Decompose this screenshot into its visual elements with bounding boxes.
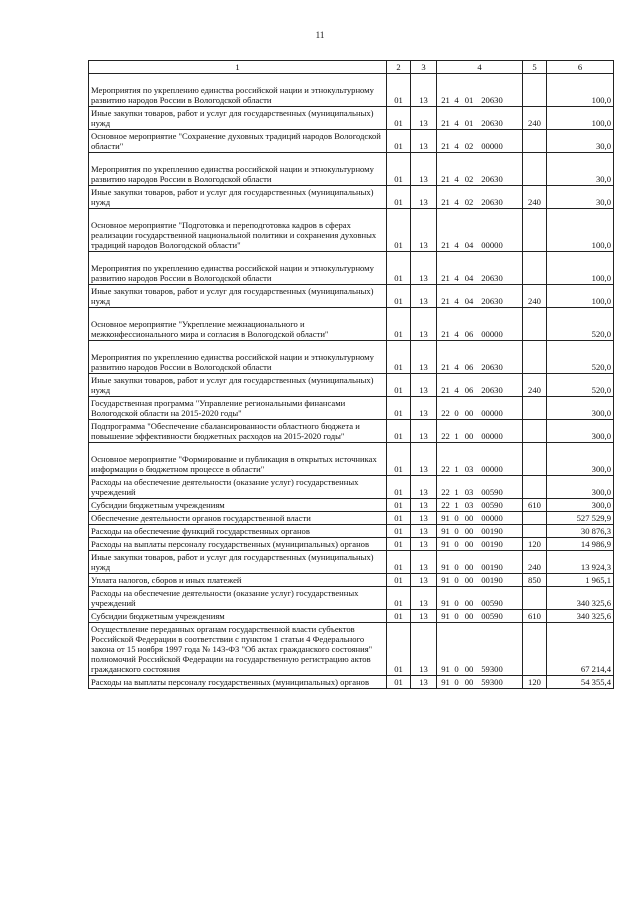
code-direction: 00000	[481, 513, 503, 523]
row-subsection: 13	[411, 285, 437, 308]
row-amount: 300,0	[547, 420, 614, 443]
code-activity: 00	[464, 611, 474, 621]
row-name: Расходы на обеспечение функций государственных органов	[89, 525, 387, 538]
code-subprogram: 4	[454, 197, 459, 207]
code-program: 91	[441, 575, 450, 585]
code-program: 22	[441, 431, 450, 441]
row-target-code	[437, 285, 523, 308]
row-amount: 30,0	[547, 186, 614, 209]
row-amount: 340 325,6	[547, 610, 614, 623]
row-name: Уплата налогов, сборов и иных платежей	[89, 574, 387, 587]
row-section: 01	[387, 574, 411, 587]
code-activity: 03	[464, 487, 474, 497]
code-subprogram: 0	[454, 408, 459, 418]
code-activity: 01	[464, 95, 474, 105]
code-direction: 00190	[481, 562, 503, 572]
table-row	[89, 374, 614, 397]
code-activity: 00	[464, 677, 474, 687]
row-section: 01	[387, 209, 411, 252]
code-program: 91	[441, 611, 450, 621]
row-expense-type	[523, 512, 547, 525]
row-subsection: 13	[411, 341, 437, 374]
page-number: 11	[315, 30, 325, 40]
code-activity: 06	[464, 362, 474, 372]
code-subprogram: 0	[454, 513, 459, 523]
code-activity: 00	[464, 431, 474, 441]
budget-table	[88, 60, 614, 689]
code-direction: 20630	[481, 385, 503, 395]
row-section: 01	[387, 525, 411, 538]
code-direction: 00000	[481, 329, 503, 339]
row-expense-type: 850	[523, 574, 547, 587]
row-target-code	[437, 610, 523, 623]
row-subsection: 13	[411, 476, 437, 499]
row-target-code	[437, 209, 523, 252]
header-col-1: 1	[89, 61, 387, 74]
table-row	[89, 420, 614, 443]
code-program: 21	[441, 197, 450, 207]
code-direction: 00590	[481, 500, 503, 510]
row-target-code	[437, 420, 523, 443]
code-subprogram: 4	[454, 118, 459, 128]
table-row	[89, 443, 614, 476]
row-expense-type	[523, 130, 547, 153]
code-program: 21	[441, 174, 450, 184]
row-target-code	[437, 74, 523, 107]
row-amount: 520,0	[547, 308, 614, 341]
code-program: 91	[441, 664, 450, 674]
row-target-code	[437, 587, 523, 610]
row-name: Основное мероприятие "Подготовка и переподготовка кадров в сферах реализации государственной национальной политики и сохранения духовных традиций народов Вологодской области"	[89, 209, 387, 252]
row-subsection: 13	[411, 397, 437, 420]
row-section: 01	[387, 130, 411, 153]
row-name: Иные закупки товаров, работ и услуг для государственных (муниципальных) нужд	[89, 551, 387, 574]
row-amount: 30 876,3	[547, 525, 614, 538]
row-section: 01	[387, 512, 411, 525]
table-row	[89, 107, 614, 130]
row-amount: 14 986,9	[547, 538, 614, 551]
code-direction: 00000	[481, 408, 503, 418]
row-section: 01	[387, 107, 411, 130]
row-expense-type	[523, 397, 547, 420]
row-expense-type	[523, 476, 547, 499]
row-amount: 13 924,3	[547, 551, 614, 574]
row-section: 01	[387, 587, 411, 610]
row-subsection: 13	[411, 209, 437, 252]
row-amount: 100,0	[547, 209, 614, 252]
row-section: 01	[387, 153, 411, 186]
row-target-code	[437, 512, 523, 525]
header-col-4: 4	[437, 61, 523, 74]
row-subsection: 13	[411, 130, 437, 153]
table-row	[89, 551, 614, 574]
code-direction: 20630	[481, 296, 503, 306]
row-target-code	[437, 186, 523, 209]
row-amount: 300,0	[547, 397, 614, 420]
code-program: 21	[441, 329, 450, 339]
code-program: 91	[441, 598, 450, 608]
table-row	[89, 285, 614, 308]
row-target-code	[437, 130, 523, 153]
code-subprogram: 4	[454, 385, 459, 395]
row-name: Иные закупки товаров, работ и услуг для государственных (муниципальных) нужд	[89, 285, 387, 308]
table-body	[89, 74, 614, 689]
table-row	[89, 525, 614, 538]
code-subprogram: 4	[454, 329, 459, 339]
row-expense-type: 610	[523, 499, 547, 512]
code-program: 21	[441, 95, 450, 105]
row-amount: 527 529,9	[547, 512, 614, 525]
code-subprogram: 4	[454, 273, 459, 283]
table-row	[89, 587, 614, 610]
row-expense-type	[523, 623, 547, 676]
table-row	[89, 341, 614, 374]
code-subprogram: 0	[454, 562, 459, 572]
code-subprogram: 0	[454, 526, 459, 536]
code-activity: 03	[464, 500, 474, 510]
row-name: Подпрограмма "Обеспечение сбалансированности областного бюджета и повышение эффективности бюджетных расходов на 2015-2020 годы"	[89, 420, 387, 443]
code-program: 91	[441, 539, 450, 549]
code-activity: 04	[464, 273, 474, 283]
table-row	[89, 538, 614, 551]
table-row	[89, 252, 614, 285]
row-section: 01	[387, 623, 411, 676]
row-amount: 520,0	[547, 341, 614, 374]
row-section: 01	[387, 538, 411, 551]
table-row	[89, 676, 614, 689]
code-activity: 00	[464, 575, 474, 585]
code-activity: 04	[464, 296, 474, 306]
code-subprogram: 4	[454, 362, 459, 372]
code-program: 91	[441, 562, 450, 572]
code-program: 21	[441, 240, 450, 250]
header-col-5: 5	[523, 61, 547, 74]
row-section: 01	[387, 252, 411, 285]
row-amount: 100,0	[547, 107, 614, 130]
row-subsection: 13	[411, 420, 437, 443]
row-subsection: 13	[411, 525, 437, 538]
table-row	[89, 130, 614, 153]
row-expense-type	[523, 525, 547, 538]
row-amount: 100,0	[547, 74, 614, 107]
table-row	[89, 74, 614, 107]
row-name: Основное мероприятие "Укрепление межнационального и межконфессионального мира и согласия в Вологодской области"	[89, 308, 387, 341]
row-name: Субсидии бюджетным учреждениям	[89, 499, 387, 512]
row-subsection: 13	[411, 186, 437, 209]
row-target-code	[437, 676, 523, 689]
row-name: Субсидии бюджетным учреждениям	[89, 610, 387, 623]
row-expense-type: 240	[523, 186, 547, 209]
row-expense-type	[523, 443, 547, 476]
code-activity: 04	[464, 240, 474, 250]
row-amount: 54 355,4	[547, 676, 614, 689]
row-section: 01	[387, 610, 411, 623]
code-program: 21	[441, 141, 450, 151]
row-section: 01	[387, 551, 411, 574]
row-subsection: 13	[411, 153, 437, 186]
code-direction: 00000	[481, 464, 503, 474]
code-direction: 00590	[481, 611, 503, 621]
row-amount: 67 214,4	[547, 623, 614, 676]
row-name: Основное мероприятие "Формирование и публикация в открытых источниках информации о бюджетном процессе в области"	[89, 443, 387, 476]
row-name: Иные закупки товаров, работ и услуг для государственных (муниципальных) нужд	[89, 374, 387, 397]
header-col-6: 6	[547, 61, 614, 74]
table-header-row	[89, 61, 614, 74]
code-direction: 20630	[481, 362, 503, 372]
code-direction: 20630	[481, 95, 503, 105]
row-expense-type: 240	[523, 374, 547, 397]
row-name: Государственная программа "Управление региональными финансами Вологодской области на 2015-2020 годы"	[89, 397, 387, 420]
row-target-code	[437, 341, 523, 374]
row-target-code	[437, 443, 523, 476]
row-target-code	[437, 153, 523, 186]
row-section: 01	[387, 308, 411, 341]
row-expense-type	[523, 341, 547, 374]
code-subprogram: 0	[454, 575, 459, 585]
code-activity: 00	[464, 664, 474, 674]
row-target-code	[437, 476, 523, 499]
row-name: Мероприятия по укреплению единства российской нации и этнокультурному развитию народов России в Вологодской области	[89, 74, 387, 107]
row-subsection: 13	[411, 676, 437, 689]
row-amount: 300,0	[547, 476, 614, 499]
row-subsection: 13	[411, 610, 437, 623]
row-amount: 30,0	[547, 130, 614, 153]
row-name: Мероприятия по укреплению единства российской нации и этнокультурному развитию народов России в Вологодской области	[89, 252, 387, 285]
row-amount: 300,0	[547, 443, 614, 476]
row-section: 01	[387, 499, 411, 512]
row-name: Расходы на обеспечение деятельности (оказание услуг) государственных учреждений	[89, 587, 387, 610]
code-subprogram: 1	[454, 464, 459, 474]
row-name: Иные закупки товаров, работ и услуг для государственных (муниципальных) нужд	[89, 107, 387, 130]
table-row	[89, 186, 614, 209]
row-section: 01	[387, 443, 411, 476]
code-program: 21	[441, 296, 450, 306]
row-expense-type: 240	[523, 285, 547, 308]
row-target-code	[437, 551, 523, 574]
code-direction: 00590	[481, 487, 503, 497]
code-activity: 00	[464, 539, 474, 549]
row-target-code	[437, 525, 523, 538]
row-expense-type: 610	[523, 610, 547, 623]
code-direction: 00590	[481, 598, 503, 608]
row-section: 01	[387, 285, 411, 308]
code-activity: 00	[464, 513, 474, 523]
code-subprogram: 4	[454, 296, 459, 306]
table-row	[89, 209, 614, 252]
row-section: 01	[387, 74, 411, 107]
table-row	[89, 499, 614, 512]
row-target-code	[437, 574, 523, 587]
row-subsection: 13	[411, 308, 437, 341]
row-subsection: 13	[411, 252, 437, 285]
code-activity: 02	[464, 141, 474, 151]
row-name: Осуществление переданных органам государственной власти субъектов Российской Федерации в соответствии с пунктом 1 статьи 4 Федерального закона от 15 ноября 1997 года № 143-ФЗ "Об актах гражданского состояния" полномочий Российской Федерации на государственную регистрацию актов гражданского состояния	[89, 623, 387, 676]
code-subprogram: 0	[454, 664, 459, 674]
code-direction: 20630	[481, 197, 503, 207]
row-amount: 300,0	[547, 499, 614, 512]
code-activity: 06	[464, 385, 474, 395]
code-program: 21	[441, 118, 450, 128]
row-expense-type	[523, 420, 547, 443]
row-target-code	[437, 499, 523, 512]
code-activity: 02	[464, 197, 474, 207]
code-direction: 20630	[481, 174, 503, 184]
code-subprogram: 4	[454, 174, 459, 184]
row-subsection: 13	[411, 551, 437, 574]
row-subsection: 13	[411, 512, 437, 525]
table-row	[89, 610, 614, 623]
code-activity: 00	[464, 598, 474, 608]
table-row	[89, 623, 614, 676]
row-target-code	[437, 623, 523, 676]
code-activity: 00	[464, 408, 474, 418]
code-activity: 06	[464, 329, 474, 339]
code-subprogram: 1	[454, 487, 459, 497]
row-name: Обеспечение деятельности органов государственной власти	[89, 512, 387, 525]
code-direction: 20630	[481, 118, 503, 128]
row-section: 01	[387, 420, 411, 443]
code-program: 91	[441, 677, 450, 687]
code-direction: 00000	[481, 141, 503, 151]
code-direction: 59300	[481, 677, 503, 687]
code-program: 21	[441, 273, 450, 283]
code-program: 22	[441, 487, 450, 497]
code-direction: 00190	[481, 575, 503, 585]
code-direction: 00000	[481, 240, 503, 250]
row-subsection: 13	[411, 623, 437, 676]
row-target-code	[437, 538, 523, 551]
row-name: Расходы на выплаты персоналу государственных (муниципальных) органов	[89, 676, 387, 689]
code-direction: 59300	[481, 664, 503, 674]
row-subsection: 13	[411, 587, 437, 610]
row-expense-type: 240	[523, 551, 547, 574]
row-target-code	[437, 252, 523, 285]
row-expense-type	[523, 252, 547, 285]
code-activity: 01	[464, 118, 474, 128]
table-row	[89, 397, 614, 420]
row-amount: 30,0	[547, 153, 614, 186]
row-amount: 340 325,6	[547, 587, 614, 610]
row-section: 01	[387, 676, 411, 689]
code-activity: 02	[464, 174, 474, 184]
code-direction: 20630	[481, 273, 503, 283]
row-target-code	[437, 374, 523, 397]
code-program: 21	[441, 385, 450, 395]
row-name: Основное мероприятие "Сохранение духовных традиций народов Вологодской области"	[89, 130, 387, 153]
code-program: 22	[441, 500, 450, 510]
table-row	[89, 574, 614, 587]
row-name: Мероприятия по укреплению единства российской нации и этнокультурному развитию народов России в Вологодской области	[89, 341, 387, 374]
code-program: 91	[441, 513, 450, 523]
header-col-3: 3	[411, 61, 437, 74]
row-amount: 520,0	[547, 374, 614, 397]
row-target-code	[437, 397, 523, 420]
row-section: 01	[387, 397, 411, 420]
code-subprogram: 0	[454, 611, 459, 621]
code-activity: 03	[464, 464, 474, 474]
code-subprogram: 4	[454, 95, 459, 105]
row-subsection: 13	[411, 74, 437, 107]
code-activity: 00	[464, 562, 474, 572]
code-program: 21	[441, 362, 450, 372]
row-subsection: 13	[411, 499, 437, 512]
code-activity: 00	[464, 526, 474, 536]
row-amount: 1 965,1	[547, 574, 614, 587]
code-program: 22	[441, 408, 450, 418]
row-expense-type	[523, 308, 547, 341]
code-direction: 00190	[481, 539, 503, 549]
row-subsection: 13	[411, 443, 437, 476]
row-expense-type: 120	[523, 538, 547, 551]
header-col-2: 2	[387, 61, 411, 74]
row-section: 01	[387, 186, 411, 209]
row-section: 01	[387, 341, 411, 374]
row-expense-type: 120	[523, 676, 547, 689]
code-subprogram: 4	[454, 141, 459, 151]
row-expense-type	[523, 74, 547, 107]
table-row	[89, 153, 614, 186]
table-row	[89, 512, 614, 525]
code-subprogram: 4	[454, 240, 459, 250]
row-section: 01	[387, 476, 411, 499]
row-name: Мероприятия по укреплению единства российской нации и этнокультурному развитию народов России в Вологодской области	[89, 153, 387, 186]
row-name: Расходы на выплаты персоналу государственных (муниципальных) органов	[89, 538, 387, 551]
code-subprogram: 0	[454, 539, 459, 549]
row-name: Расходы на обеспечение деятельности (оказание услуг) государственных учреждений	[89, 476, 387, 499]
row-amount: 100,0	[547, 285, 614, 308]
row-section: 01	[387, 374, 411, 397]
code-subprogram: 1	[454, 431, 459, 441]
table-row	[89, 308, 614, 341]
row-target-code	[437, 107, 523, 130]
row-expense-type	[523, 209, 547, 252]
code-subprogram: 0	[454, 598, 459, 608]
code-subprogram: 0	[454, 677, 459, 687]
code-program: 22	[441, 464, 450, 474]
row-subsection: 13	[411, 374, 437, 397]
row-subsection: 13	[411, 107, 437, 130]
row-amount: 100,0	[547, 252, 614, 285]
row-name: Иные закупки товаров, работ и услуг для государственных (муниципальных) нужд	[89, 186, 387, 209]
code-direction: 00000	[481, 431, 503, 441]
code-program: 91	[441, 526, 450, 536]
table-row	[89, 476, 614, 499]
row-expense-type	[523, 587, 547, 610]
row-subsection: 13	[411, 574, 437, 587]
row-expense-type	[523, 153, 547, 186]
code-subprogram: 1	[454, 500, 459, 510]
row-target-code	[437, 308, 523, 341]
code-direction: 00190	[481, 526, 503, 536]
row-subsection: 13	[411, 538, 437, 551]
row-expense-type: 240	[523, 107, 547, 130]
